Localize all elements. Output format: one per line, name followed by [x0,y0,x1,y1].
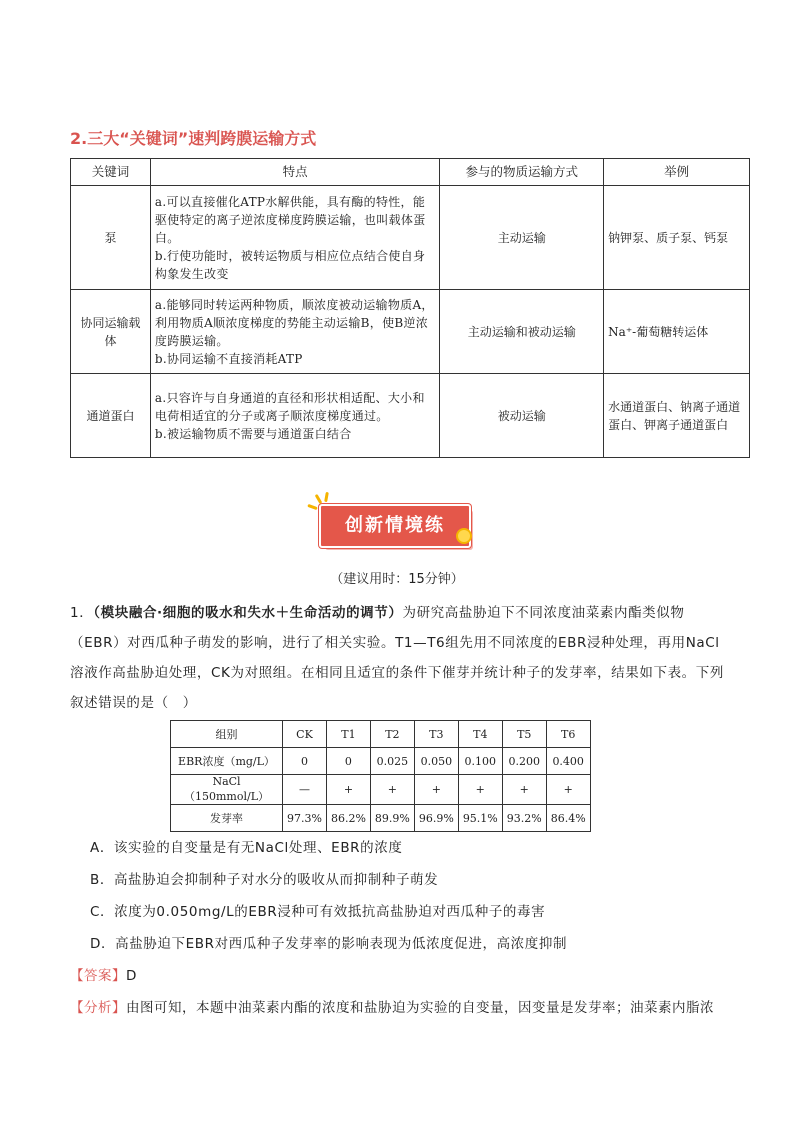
section-badge [315,500,480,556]
table-cell: NaCl（150mmol/L） [171,775,283,805]
example-cell: 钠钾泵、质子泵、钙泵 [604,186,750,290]
table-row [71,290,750,374]
table-header-row [71,159,750,186]
analysis-line [70,996,750,1016]
table-cell: 0.200 [502,748,546,775]
keyword-cell: 泵 [71,186,151,290]
option-d: D．高盐胁迫下EBR对西瓜种子发芽率的影响表现为低浓度促进，高浓度抑制 [90,936,568,952]
time-hint: （建议用时：15分钟） [330,572,464,587]
feature-line: a.可以直接催化ATP水解供能，具有酶的特性，能驱使特定的离子逆浓度梯度跨膜运输，也叫载体蛋白。 [154,194,426,245]
answer-line [70,964,137,984]
spark-icon [324,492,329,502]
keyword-cell: 通道蛋白 [71,374,151,458]
keyword-cell: 协同运输载体 [71,290,151,374]
table-cell: 0.100 [458,748,502,775]
option-b: B．高盐胁迫会抑制种子对水分的吸收从而抑制种子萌发 [90,872,439,888]
table-header-row [171,721,591,748]
spark-icon [307,504,317,510]
feature-cell [150,186,440,290]
feature-line: b.被运输物质不需要与通道蛋白结合 [154,426,352,441]
section-title: 2.三大“关键词”速判跨膜运输方式 [70,129,317,148]
table-cell: + [458,775,502,805]
table-cell: EBR浓度（mg/L） [171,748,283,775]
transport-table [70,158,750,458]
table-cell: 0 [326,748,370,775]
option-a: A．该实验的自变量是有无NaCl处理、EBR的浓度 [90,840,403,856]
spark-icon [315,494,323,504]
mode-cell: 被动运输 [440,374,604,458]
answer-label: 【答案】 [70,968,126,984]
badge-label: 创新情境练 [319,504,471,548]
table-cell: 93.2% [502,805,546,832]
table-cell: + [414,775,458,805]
table-cell: 95.1% [458,805,502,832]
example-cell: Na⁺-葡萄糖转运体 [604,290,750,374]
header-cell: T6 [546,721,590,748]
table-cell: + [546,775,590,805]
header-cell: T3 [414,721,458,748]
table-row [71,186,750,290]
analysis-label: 【分析】 [70,1000,126,1016]
header-cell: T1 [326,721,370,748]
example-cell: 水通道蛋白、钠离子通道蛋白、钾离子通道蛋白 [604,374,750,458]
feature-cell [150,374,440,458]
table-cell: 96.9% [414,805,458,832]
table-row [71,374,750,458]
header-cell: 关键词 [71,159,151,186]
table-cell: + [502,775,546,805]
analysis-text: 由图可知，本题中油菜素内酯的浓度和盐胁迫为实验的自变量，因变量是发芽率；油菜素内脂浓 [126,1000,714,1016]
question-text [70,598,730,718]
table-cell: 发芽率 [171,805,283,832]
germination-table [170,720,591,832]
question-body: 为研究高盐胁迫下不同浓度油菜素内酯类似物（EBR）对西瓜种子萌发的影响，进行了相关实验。T1—T6组先用不同浓度的EBR浸种处理，再用NaCl溶液作高盐胁迫处理，CK为对照组。在相同且适宜的条件下催芽并统计种子的发芽率，结果如下表。下列叙述错误的是（ ） [70,605,724,711]
header-cell: 举例 [604,159,750,186]
feature-line: a.只容许与自身通道的直径和形状相适配、大小和电荷相适宜的分子或离子顺浓度梯度通过。 [154,390,425,423]
table-cell: 89.9% [370,805,414,832]
table-cell: 0.050 [414,748,458,775]
mode-cell: 主动运输 [440,186,604,290]
table-row [171,748,591,775]
header-cell: 参与的物质运输方式 [440,159,604,186]
header-cell: T2 [370,721,414,748]
table-cell: 86.2% [326,805,370,832]
mode-cell: 主动运输和被动运输 [440,290,604,374]
header-cell: T4 [458,721,502,748]
feature-line: b.行使功能时，被转运物质与相应位点结合使自身构象发生改变 [154,248,426,281]
table-cell: — [283,775,327,805]
table-cell: 0 [283,748,327,775]
header-cell: 特点 [150,159,440,186]
table-cell: 97.3% [283,805,327,832]
feature-cell [150,290,440,374]
header-cell: T5 [502,721,546,748]
table-row [171,805,591,832]
header-cell: CK [283,721,327,748]
coin-icon [456,528,472,544]
answer-value: D [126,968,137,984]
header-cell: 组别 [171,721,283,748]
table-cell: + [326,775,370,805]
table-row [171,775,591,805]
table-cell: 86.4% [546,805,590,832]
feature-line: a.能够同时转运两种物质，顺浓度被动运输物质A，利用物质A顺浓度梯度的势能主动运输B，使B逆浓度跨膜运输。 [154,297,434,348]
table-cell: + [370,775,414,805]
feature-line: b.协同运输不直接消耗ATP [154,351,303,366]
question-number: 1． [70,605,94,621]
table-cell: 0.025 [370,748,414,775]
question-tag: （模块融合·细胞的吸水和失水＋生命活动的调节） [93,605,403,621]
table-cell: 0.400 [546,748,590,775]
option-c: C．浓度为0.050mg/L的EBR浸种可有效抵抗高盐胁迫对西瓜种子的毒害 [90,904,546,920]
